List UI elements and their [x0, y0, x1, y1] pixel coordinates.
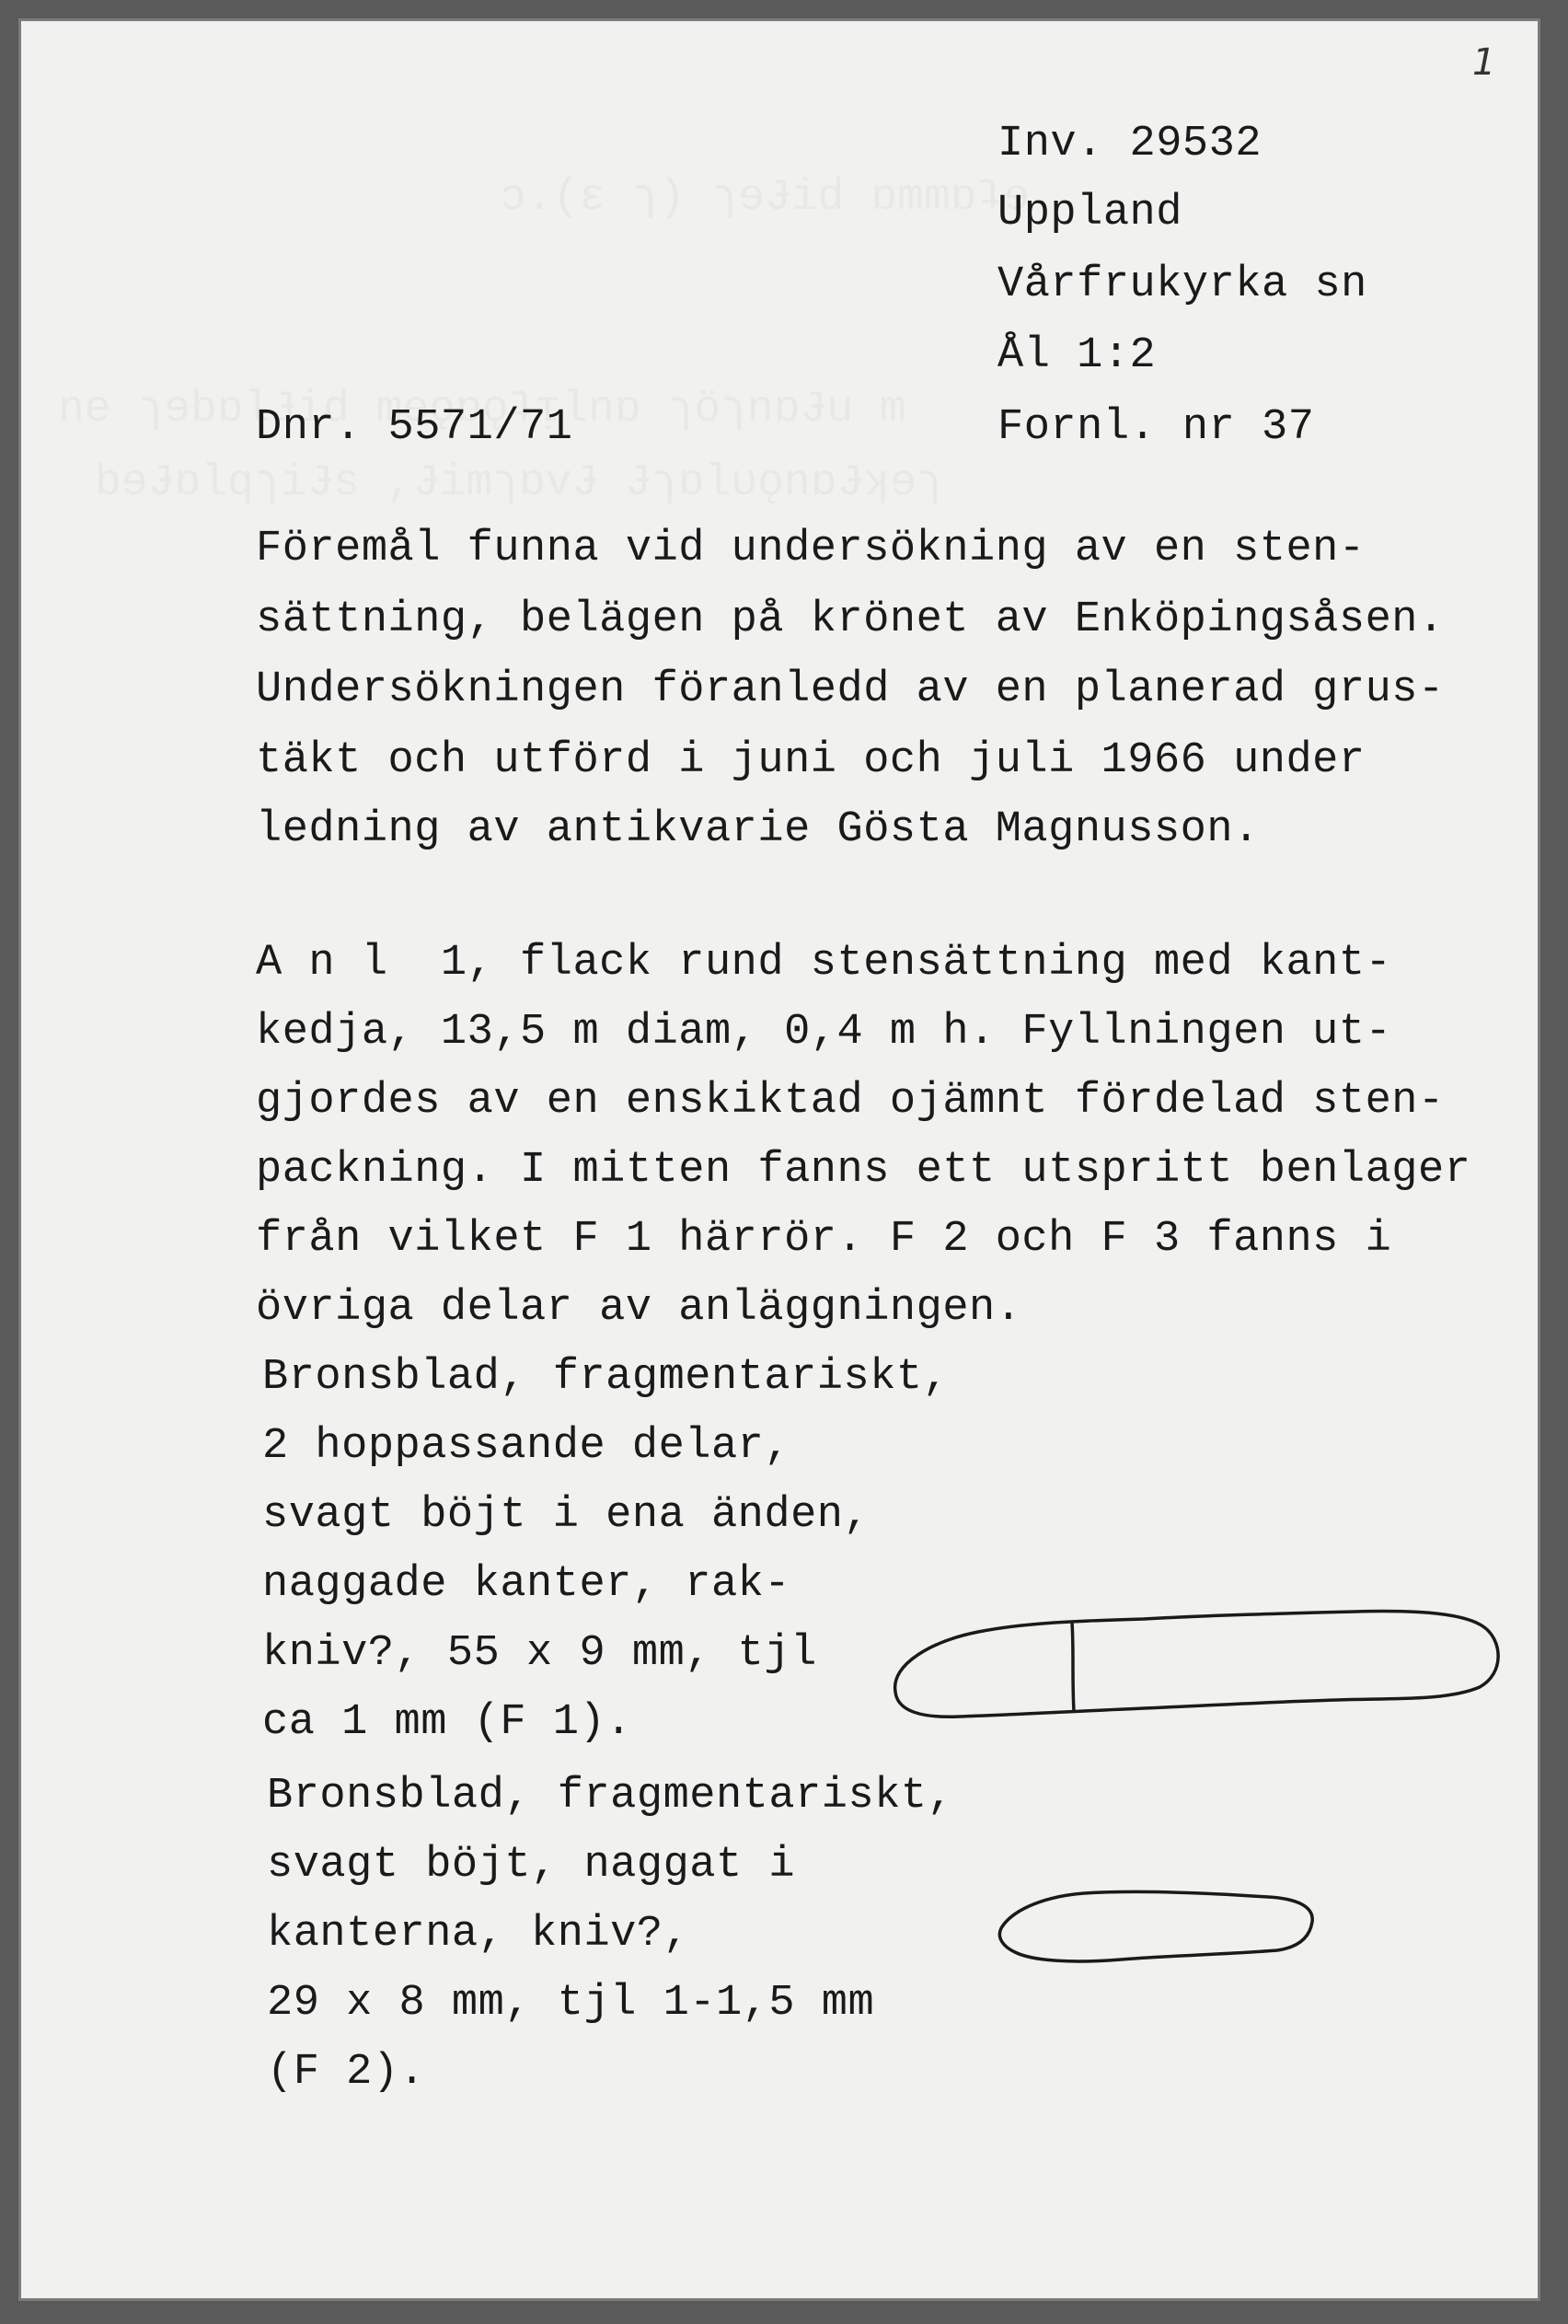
intro-line: sättning, belägen på krönet av Enköpingsåsen.: [256, 595, 1445, 644]
find2-line: (F 2).: [267, 2048, 426, 2097]
province: Uppland: [997, 189, 1182, 237]
page-number: 1: [1472, 41, 1496, 84]
description-line: kedja, 13,5 m diam, 0,4 m h. Fyllningen ut-: [256, 1008, 1392, 1057]
show-through-text: [95, 458, 943, 508]
intro-line: Föremål funna vid undersökning av en sten-: [256, 525, 1366, 573]
find2-line: kanterna, kniv?,: [267, 1910, 690, 1959]
intro-line: täkt och utförd i juni och juli 1966 under: [256, 736, 1366, 785]
site-designation: Ål 1:2: [997, 331, 1157, 380]
document-sheet: [18, 18, 1540, 2301]
find1-line: naggade kanter, rak-: [262, 1560, 791, 1609]
ancient-monument-number: Fornl. nr 37: [997, 403, 1315, 452]
find1-title: Bronsblad: [262, 1353, 501, 1402]
description-line: gjordes av en enskiktad ojämnt fördelad sten-: [256, 1077, 1445, 1126]
find1-outline-sketch: [877, 1586, 1521, 1733]
registration-number: Dnr. 5571/71: [256, 403, 573, 452]
find1-title-rest: , fragmentariskt,: [500, 1353, 950, 1402]
intro-line: Undersökningen föranledd av en planerad grus-: [256, 665, 1445, 714]
find1-line: ca 1 mm (F 1).: [262, 1698, 632, 1747]
inventory-number: Inv. 29532: [997, 120, 1262, 168]
find2-line: 29 x 8 mm, tjl 1-1,5 mm: [267, 1979, 875, 2028]
description-line: A n l 1, flack rund stensättning med kant-: [256, 939, 1392, 988]
description-line: övriga delar av anläggningen.: [256, 1284, 1022, 1333]
parish: Vårfrukyrka sn: [997, 260, 1367, 309]
find2-first-line: [267, 1772, 954, 1821]
find1-line: svagt böjt i ena änden,: [262, 1491, 870, 1540]
description-line: från vilket F 1 härrör. F 2 och F 3 fanns i: [256, 1215, 1392, 1264]
find2-outline-sketch: [983, 1871, 1351, 1972]
find2-title-rest: , fragmentariskt,: [504, 1772, 954, 1821]
find1-line: 2 hoppassande delar,: [262, 1422, 791, 1471]
intro-line: ledning av antikvarie Gösta Magnusson.: [256, 805, 1260, 854]
description-line: packning. I mitten fanns ett utspritt benlager: [256, 1146, 1471, 1195]
find2-line: svagt böjt, naggat i: [267, 1841, 796, 1890]
show-through-text: [500, 173, 1030, 223]
find1-line: kniv?, 55 x 9 mm, tjl: [262, 1629, 817, 1678]
find1-first-line: [262, 1353, 950, 1402]
find2-title: Bronsblad: [267, 1772, 505, 1821]
